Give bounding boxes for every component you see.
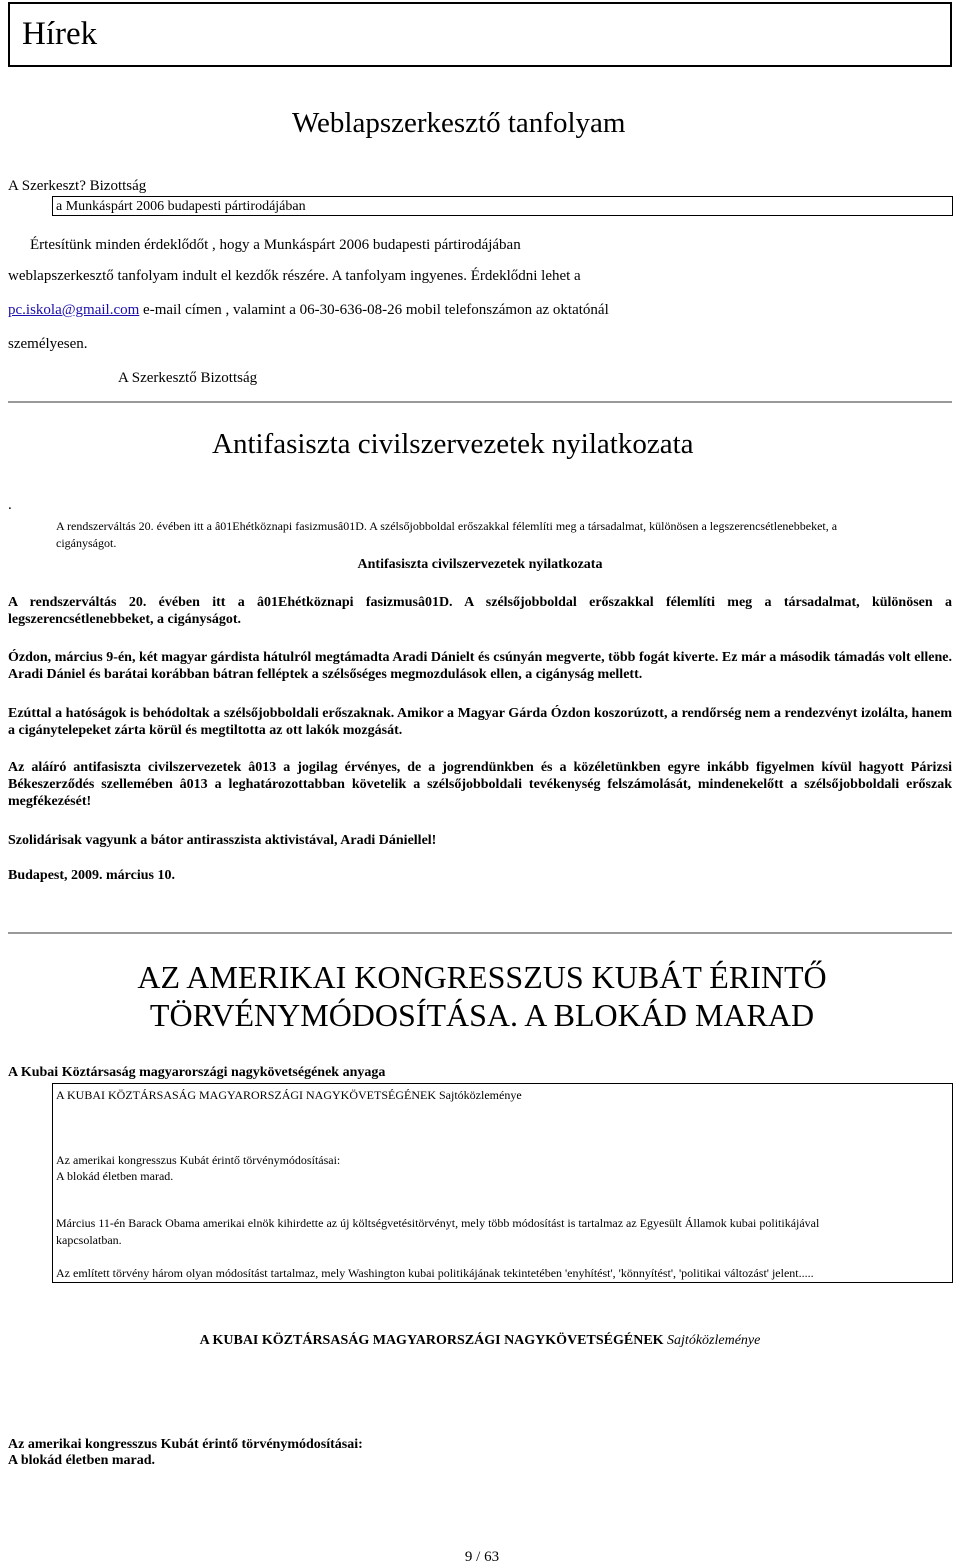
- page-number: 9 / 63: [464, 1549, 500, 1565]
- email-link[interactable]: pc.iskola@gmail.: [8, 302, 114, 318]
- article1-line3: [8, 301, 609, 319]
- article2-paragraph-2: Ózdon, március 9-én, két magyar gárdista hátulról megtámadta Aradi Dánielt és csúnyán megverte, több fogát kiverte. Ez már a második támadás volt ellene. Aradi Dániel és barátai korábban bátran felléptek a szélsőséges megmozdulások ellen, a cigányság mellett.: [8, 650, 952, 682]
- article3-press-release: [0, 1332, 960, 1350]
- article3-box-line1: A KUBAI KÖZTÁRSASÁG MAGYARORSZÁGI NAGYKÖVETSÉGÉNEK Sajtóközleménye: [56, 1088, 522, 1102]
- article3-box-line5: kapcsolatban.: [56, 1233, 122, 1247]
- article2-summary-line2: cigányságot.: [56, 536, 117, 550]
- article3-summary-box: [52, 1083, 953, 1283]
- article3-title-line2: TÖRVÉNYMÓDOSÍTÁSA. A BLOKÁD MARAD: [149, 997, 815, 1033]
- article2-paragraph-4: Az aláíró antifasiszta civilszervezetek â013 a jogilag érvényes, de a jogrendünkben és a közéletünkben egyre inkább figyelmen kívül hagyott Párizsi Békeszerződés szellemében â013 a leghatározottabban követelik a szélsőjobboldali tevékenység felszámolását, mindenekelőtt a szélsőjobboldali erőszak megfékezését!: [8, 760, 952, 809]
- article1-line1: Értesítünk minden érdeklődőt , hogy a Munkáspárt 2006 budapesti pártirodájában: [30, 237, 521, 253]
- article1-author: A Szerkeszt? Bizottság: [8, 178, 147, 194]
- header-box: [8, 2, 952, 67]
- article2-paragraph-3: Ezúttal a hatóságok is behódoltak a szélsőjobboldali erőszaknak. Amikor a Magyar Gárda Ózdon koszorúzott, a rendőrség nem a rendezvényt izolálta, hanem a cigánytelepeket zárta körül és megtiltotta az ott lakók mozgását.: [8, 706, 952, 738]
- article3-box-line3: A blokád életben marad.: [56, 1169, 174, 1183]
- article1-line4: személyesen.: [8, 336, 88, 352]
- article3-box-line6: Az említett törvény három olyan módosítást tartalmaz, mely Washington kubai politikájának tekintetében 'enyhítést', 'könnyítést', 'politikai változást' jelent.....: [56, 1266, 814, 1280]
- article2-paragraph-5: Szolidárisak vagyunk a bátor antirasszista aktivistával, Aradi Dániellel!: [8, 833, 437, 848]
- article2-subtitle: Antifasiszta civilszervezetek nyilatkozata: [357, 557, 603, 572]
- article3-box-line4: Március 11-én Barack Obama amerikai elnök kihirdette az új költségvetésitörvényt, mely több módosítást is tartalmaz az Egyesült Államok kubai politikájával: [56, 1216, 820, 1230]
- article1-title: Weblapszerkesztő tanfolyam: [292, 107, 626, 139]
- email-link-domain[interactable]: com: [113, 302, 140, 318]
- article2-summary-line1: A rendszerváltás 20. évében itt a â01Ehétköznapi fasizmusâ01D. A szélsőjobboldal erőszakkal félemlíti meg a társadalmat, különösen a legszerencsétlenebbeket, a: [56, 519, 838, 533]
- article3-box-line2: Az amerikai kongresszus Kubát érintő törvénymódosításai:: [56, 1153, 341, 1167]
- article3-press-bold: A KUBAI KÖZTÁRSASÁG MAGYARORSZÁGI NAGYKÖVETSÉGÉNEK: [199, 1333, 664, 1348]
- article1-line2: weblapszerkesztő tanfolyam indult el kezdők részére. A tanfolyam ingyenes. Érdeklődni lehet a: [8, 268, 581, 284]
- article2-title: Antifasiszta civilszervezetek nyilatkozata: [212, 428, 694, 460]
- article2-paragraph-6: Budapest, 2009. március 10.: [8, 868, 175, 883]
- article1-summary: a Munkáspárt 2006 budapesti pártirodájában: [56, 199, 306, 214]
- article1-line3-rest: e-mail címen , valamint a 06-30-636-08-26 mobil telefonszámon az oktatónál: [139, 302, 609, 318]
- article2-dot: .: [8, 497, 12, 513]
- article3-title-line1: AZ AMERIKAI KONGRESSZUS KUBÁT ÉRINTŐ: [137, 959, 827, 995]
- article3-press-italic: Sajtóközleménye: [667, 1333, 761, 1348]
- divider: [8, 932, 952, 934]
- article2-paragraph-1: A rendszerváltás 20. évében itt a â01Ehétköznapi fasizmusâ01D. A szélsőjobboldal erőszakkal félemlíti meg a társadalmat, különösen a legszerencsétlenebbeket, a cigányságot.: [8, 595, 952, 627]
- divider: [8, 401, 952, 403]
- article3-author: A Kubai Köztársaság magyarországi nagykövetségének anyaga: [8, 1065, 386, 1080]
- article3-final-line2: A blokád életben marad.: [8, 1453, 156, 1468]
- article1-signature: A Szerkesztő Bizottság: [118, 370, 258, 386]
- page-title: Hírek: [22, 16, 98, 52]
- article3-final-line1: Az amerikai kongresszus Kubát érintő törvénymódosításai:: [8, 1437, 363, 1452]
